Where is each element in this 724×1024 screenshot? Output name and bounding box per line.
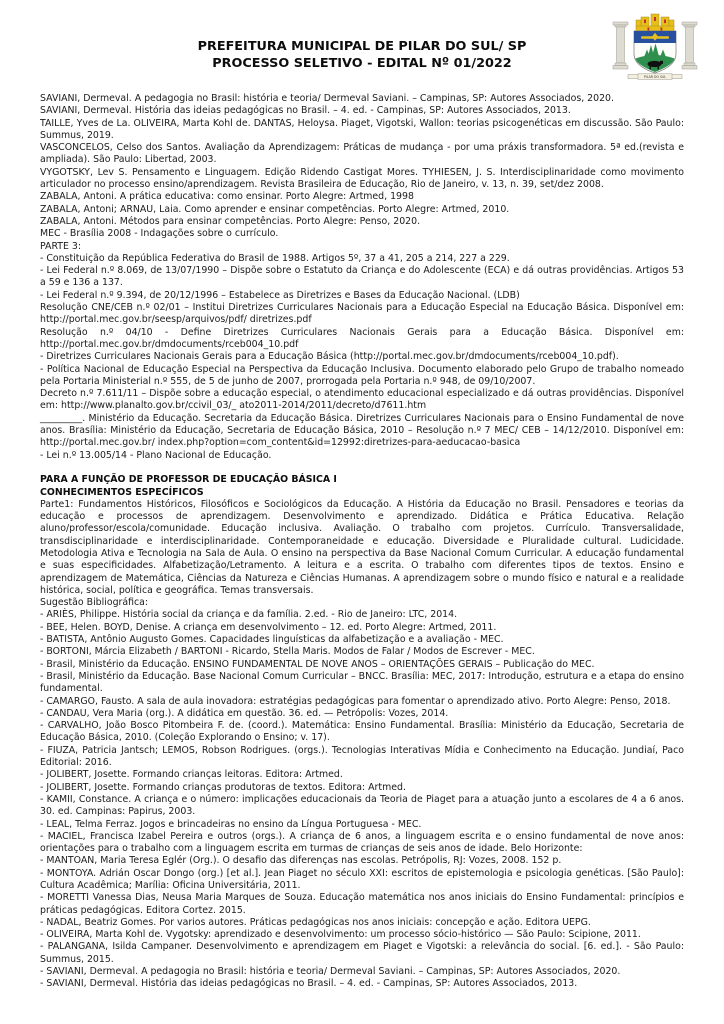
bibliography-paragraph: - MORETTI Vanessa Dias, Neusa Maria Marques de Souza. Educação matemática nos anos iniciais do Ensino Fundamental: princípios e práticas pedagógicas. Editora Cortez. 2015. — [40, 892, 684, 916]
bibliography-paragraph: SAVIANI, Dermeval. História das ideias pedagógicas no Brasil. – 4. ed. - Campinas, SP: Autores Associados, 2013. — [40, 105, 571, 117]
bibliography-paragraph: - SAVIANI, Dermeval. História das ideias pedagógicas no Brasil. – 4. ed. - Campinas, SP: Autores Associados, 2013. — [40, 978, 578, 990]
bibliography-paragraph: SAVIANI, Dermeval. A pedagogia no Brasil: história e teoria/ Dermeval Saviani. – Campinas, SP: Autores Associados, 2020. — [40, 93, 615, 104]
bibliography-paragraph: - CAMARGO, Fausto. A sala de aula inovadora: estratégias pedagógicas para fomentar o aprendizado ativo. Porto Alegre: Penso, 2018. — [40, 695, 671, 707]
bibliography-paragraph: - JOLIBERT, Josette. Formando crianças produtoras de textos. Editora: Artmed. — [40, 781, 406, 793]
bibliography-paragraph: PARTE 3: — [40, 240, 82, 252]
header-title-line2: PROCESSO SELETIVO - EDITAL Nº 01/2022 — [212, 56, 512, 71]
bibliography-paragraph: - JOLIBERT, Josette. Formando crianças leitoras. Editora: Artmed. — [40, 769, 343, 781]
bibliography-paragraph: Resolução CNE/CEB n.º 02/01 – Institui Diretrizes Curriculares Nacionais para a Educação Especial na Educação Básica. Disponível em: http://portal.mec.gov.br/seesp/arquivos/pdf/ diretrizes.pdf — [40, 302, 684, 326]
bibliography-paragraph: - LEAL, Telma Ferraz. Jogos e brincadeiras no ensino da Língua Portuguesa - MEC. — [40, 818, 422, 830]
bibliography-paragraph: - BORTONI, Márcia Elizabeth / BARTONI - Ricardo, Stella Maris. Modos de Falar / Modos de Escrever - MEC. — [40, 646, 535, 658]
bibliography-paragraph: TAILLE, Yves de La. OLIVEIRA, Marta Kohl de. DANTAS, Heloysa. Piaget, Vigotski, Wallon: teorias psicogenéticas em discussão. São Paulo: Summus, 2019. — [40, 117, 684, 141]
bibliography-paragraph: Parte1: Fundamentos Históricos, Filosóficos e Sociológicos da Educação. A História da Educação no Brasil. Pensadores e teorias da educação e processos de aprendizagem. Desenvolvimento e aprendizado. Didática e Prática Educativa. Relação aluno/professor/escola/comunidade. Educação inclusiva. Avaliação. O trabalho com projetos. Currículo. Transversalidade, transdisciplinaridade e interdisciplinaridade. Contemporaneidade e educação. Diversidade e Pluralidade cultural. Ludicidade. Metodologia Ativa e Tecnologia na Sala de Aula. O ensino na perspectiva da Base Nacional Comum Curricular. A educação fundamental e suas especificidades. Alfabetização/Letramento. A leitura e a escrita. O trabalho com diferentes tipos de textos. Ensino e aprendizagem de Matemática, Ciências da Natureza e Ciências Humanas. A aprendizagem sobre o mundo físico e natural e a realidade histórica, social, política e geográfica. Temas transversais. — [40, 498, 684, 596]
bibliography-paragraph: ZABALA, Antoni. A prática educativa: como ensinar. Porto Alegre: Artmed, 1998 — [40, 191, 414, 203]
bibliography-paragraph: - Brasil, Ministério da Educação. Base Nacional Comum Curricular – BNCC. Brasília: MEC, 2017: Introdução, estrutura e a etapa do ensino fundamental. — [40, 670, 684, 695]
bibliography-paragraph: - OLIVEIRA, Marta Kohl de. Vygotsky: aprendizado e desenvolvimento: um processo sócio-histórico — São Paulo: Scipione, 2011. — [40, 929, 641, 941]
bibliography-paragraph: - PALANGANA, Isilda Campaner. Desenvolvimento e aprendizagem em Piaget e Vigotski: a relevância do social. [6. ed.]. - São Paulo: Summus, 2015. — [40, 941, 684, 965]
section-heading: CONHECIMENTOS ESPECÍFICOS — [40, 486, 204, 498]
bibliography-paragraph: - Política Nacional de Educação Especial na Perspectiva da Educação Inclusiva. Documento elaborado pelo Grupo de trabalho nomeado pela Portaria Ministerial n.º 555, de 5 de junho de 2007, prorrogada pela Portaria n.º 948, de 09/10/2007. — [40, 363, 684, 387]
bibliography-paragraph: VYGOTSKY, Lev S. Pensamento e Linguagem. Edição Ridendo Castigat Mores. TYHIESEN, J. S. Interdisciplinaridade como movimento articulador no processo ensino/aprendizagem. Revista Brasileira de Educação, Rio de Janeiro, v. 13, n. 39, set/dez 2008. — [40, 166, 684, 191]
bibliography-paragraph: _________. Ministério da Educação. Secretaria da Educação Básica. Diretrizes Curriculares Nacionais para o Ensino Fundamental de nove anos. Brasília: Ministério da Educação, Secretaria de Educação Básica, 2010 – Resolução n.º 7 MEC/ CEB – 14/12/2010. Disponível em: http://portal.mec.gov.br/ index.php?option=com_content&id=12992:diretrizes-para-aeducacao-basica — [40, 412, 684, 449]
bibliography-paragraph: ZABALA, Antoni; ARNAU, Laia. Como aprender e ensinar competências. Porto Alegre: Artmed, 2010. — [40, 203, 510, 215]
bibliography-paragraph: - ARIÈS, Philippe. História social da criança e da família. 2.ed. - Rio de Janeiro: LTC, 2014. — [40, 609, 458, 621]
bibliography-paragraph: - Brasil, Ministério da Educação. ENSINO FUNDAMENTAL DE NOVE ANOS – ORIENTAÇÕES GERAIS – Publicação do MEC. — [40, 658, 595, 670]
bibliography-paragraph: - MACIEL, Francisca Izabel Pereira e outros (orgs.). A criança de 6 anos, a linguagem escrita e o ensino fundamental de nove anos: orientações para o trabalho com a linguagem escrita em turmas de crianças de seis anos de idade. Belo Horizonte: — [40, 830, 684, 855]
section-heading: PARA A FUNÇÃO DE PROFESSOR DE EDUCAÇÃO BÁSICA I — [40, 474, 337, 486]
bibliography-paragraph: Sugestão Bibliográfica: — [40, 597, 149, 609]
bibliography-paragraph: - Lei n.º 13.005/14 - Plano Nacional de Educação. — [40, 449, 272, 461]
coat-of-arms-logo — [611, 12, 699, 82]
bibliography-paragraph: - SAVIANI, Dermeval. A pedagogia no Brasil: história e teoria/ Dermeval Saviani. – Campinas, SP: Autores Associados, 2020. — [40, 966, 621, 978]
bibliography-paragraph: - CANDAU, Vera Maria (org.). A didática em questão. 36. ed. — Petrópolis: Vozes, 2014. — [40, 707, 449, 719]
bibliography-paragraph: - MANTOAN, Maria Teresa Eglér (Org.). O desafio das diferenças nas escolas. Petrópolis, RJ: Vozes, 2008. 152 p. — [40, 855, 562, 867]
bibliography-paragraph: - NADAL, Beatriz Gomes. Por varios autores. Práticas pedagógicas nos anos iniciais: concepção e ação. Editora UEPG. — [40, 916, 591, 928]
bibliography-paragraph: Resolução n.º 04/10 - Define Diretrizes Curriculares Nacionais Gerais para a Educação Básica. Disponível em: http://portal.mec.gov.br/dmdocuments/rceb004_10.pdf — [40, 326, 684, 350]
pilar-do-sul-crest-icon — [611, 12, 699, 82]
document-header — [40, 38, 684, 72]
bibliography-paragraph: - Diretrizes Curriculares Nacionais Gerais para a Educação Básica (http://portal.mec.gov.br/dmdocuments/rceb004_10.pdf). — [40, 351, 619, 363]
bibliography-paragraph: Decreto n.º 7.611/11 – Dispõe sobre a educação especial, o atendimento educacional especializado e dá outras providências. Disponível em: http://www.planalto.gov.br/ccivil_03/_ ato2011-2014/2011/decreto/d7611.htm — [40, 388, 684, 412]
bibliography-paragraph: - BATISTA, Antônio Augusto Gomes. Capacidades linguísticas da alfabetização e a avaliação - MEC. — [40, 634, 504, 646]
bibliography-paragraph: ZABALA, Antoni. Métodos para ensinar competências. Porto Alegre: Penso, 2020. — [40, 215, 421, 227]
header-title-line1: PREFEITURA MUNICIPAL DE PILAR DO SUL/ SP — [197, 39, 527, 54]
bibliography-paragraph: - MONTOYA. Adrián Oscar Dongo (org.) [et al.]. Jean Piaget no século XXI: escritos de epistemologia e psicologia genéticas. [São Paulo]: Cultura Acadêmica; Marília: Oficina Universitária, 2011. — [40, 867, 684, 891]
banner-text: PILAR DO SUL — [643, 74, 667, 79]
bibliography-paragraph: - Lei Federal n.º 9.394, de 20/12/1996 – Estabelece as Diretrizes e Bases da Educação Nacional. (LDB) — [40, 289, 520, 301]
mural-crown — [636, 14, 674, 32]
bibliography-paragraph: - FIUZA, Patricia Jantsch; LEMOS, Robson Rodrigues. (orgs.). Tecnologias Interativas Mídia e Conhecimento na Educação. Jundiaí, Paco Editorial: 2016. — [40, 744, 684, 769]
bibliography-paragraph: - Constituição da República Federativa do Brasil de 1988. Artigos 5º, 37 a 41, 205 a 214, 227 a 229. — [40, 252, 510, 264]
bibliography-paragraph: - CARVALHO, João Bosco Pitombeira F. de. (coord.). Matemática: Ensino Fundamental. Brasília: Ministério da Educação, Secretaria de Educação Básica, 2010. (Coleção Explorando o Ensino; v. 17). — [40, 720, 684, 744]
bibliography-paragraph: VASCONCELOS, Celso dos Santos. Avaliação da Aprendizagem: Práticas de mudança - por uma práxis transformadora. 5ª ed.(revista e ampliada). São Paulo: Libertad, 2003. — [40, 142, 684, 166]
bibliography-paragraph: - Lei Federal n.º 8.069, de 13/07/1990 – Dispõe sobre o Estatuto da Criança e do Adolescente (ECA) e dá outras providências. Artigos 53 a 59 e 136 a 137. — [40, 265, 684, 289]
bibliography-paragraph: MEC - Brasília 2008 - Indagações sobre o currículo. — [40, 228, 279, 240]
bibliography-paragraph: - KAMII, Constance. A criança e o número: implicações educacionais da Teoria de Piaget para a atuação junto a escolares de 4 a 6 anos. 30. ed. Campinas: Papirus, 2003. — [40, 793, 684, 818]
document-body — [40, 93, 684, 991]
bibliography-paragraph: - BEE, Helen. BOYD, Denise. A criança em desenvolvimento – 12. ed. Porto Alegre: Artmed, 2011. — [40, 621, 497, 633]
